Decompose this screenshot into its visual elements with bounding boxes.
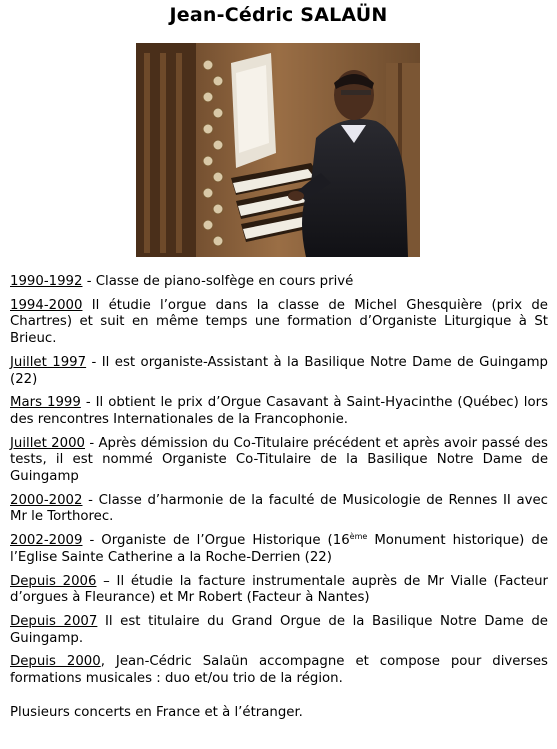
closing-line: Plusieurs concerts en France et à l’étranger. [10,704,303,720]
entry-date: Depuis 2000 [10,654,101,670]
page-title: Jean-Cédric SALAÜN [169,4,388,26]
entry-date: 1990-1992 [10,274,83,289]
organist-photo [136,43,420,257]
entry-date: Mars 1999 [10,395,81,411]
entry-text: , Jean-Cédric Salaün accompagne et compose pour diverses formations musicales : duo et/ou trio de la région. [10,654,548,687]
entry-text: - Après démission du Co-Titulaire précédent et après avoir passé des tests, il est nommé Organiste Co-Titulaire de la Basilique Notre Dame de Guingamp [10,435,548,485]
entry-text: Il étudie l’orgue dans la classe de Michel Ghesquière (prix de Chartres) et suit en même temps une formation d’Organiste Liturgique à St Brieuc. [10,297,548,347]
entry-date: Depuis 2007 [10,613,98,629]
entry-date: Depuis 2006 [10,573,97,589]
bio-entry [10,436,548,486]
entry-text: - Il est organiste-Assistant à la Basilique Notre Dame de Guingamp (22) [10,354,548,387]
organist-photo-image [136,43,420,257]
entry-date: 2000-2002 [10,492,83,508]
entry-date: Juillet 2000 [10,435,85,451]
entry-date: 1994-2000 [10,297,83,313]
bio-entry [10,395,548,428]
bio-entry [10,493,548,526]
ordinal-superscript: ème [349,532,368,542]
entry-text: – Il étudie la facture instrumentale auprès de Mr Vialle (Facteur d’orgues à Fleurance) et Mr Robert (Facteur à Nantes) [10,573,548,606]
entry-date: Juillet 1997 [10,354,87,370]
bio-entry [10,614,548,647]
entry-text-continued: Monument historique) de l’Eglise Sainte Catherine a la Roche-Derrien (22) [10,533,549,565]
entry-text: - Organiste de l’Orgue Historique (16 [82,533,350,549]
bio-entry [10,355,548,388]
biography-list [10,274,548,728]
bio-entry [10,574,548,607]
entry-text: - Il obtient le prix d’Orgue Casavant à Saint-Hyacinthe (Québec) lors des rencontres Internationales de la Francophonie. [10,395,548,427]
bio-entry [10,533,548,566]
bio-entry [10,298,548,348]
entry-date: 2002-2009 [10,533,83,549]
bio-entry [10,654,548,687]
entry-text: - Classe d’harmonie de la faculté de Musicologie de Rennes II avec Mr le Torthorec. [10,492,548,525]
entry-text: - Classe de piano-solfège en cours privé [82,274,354,289]
entry-text: Il est titulaire du Grand Orgue de la Basilique Notre Dame de Guingamp. [10,613,548,646]
bio-entry [10,274,548,291]
